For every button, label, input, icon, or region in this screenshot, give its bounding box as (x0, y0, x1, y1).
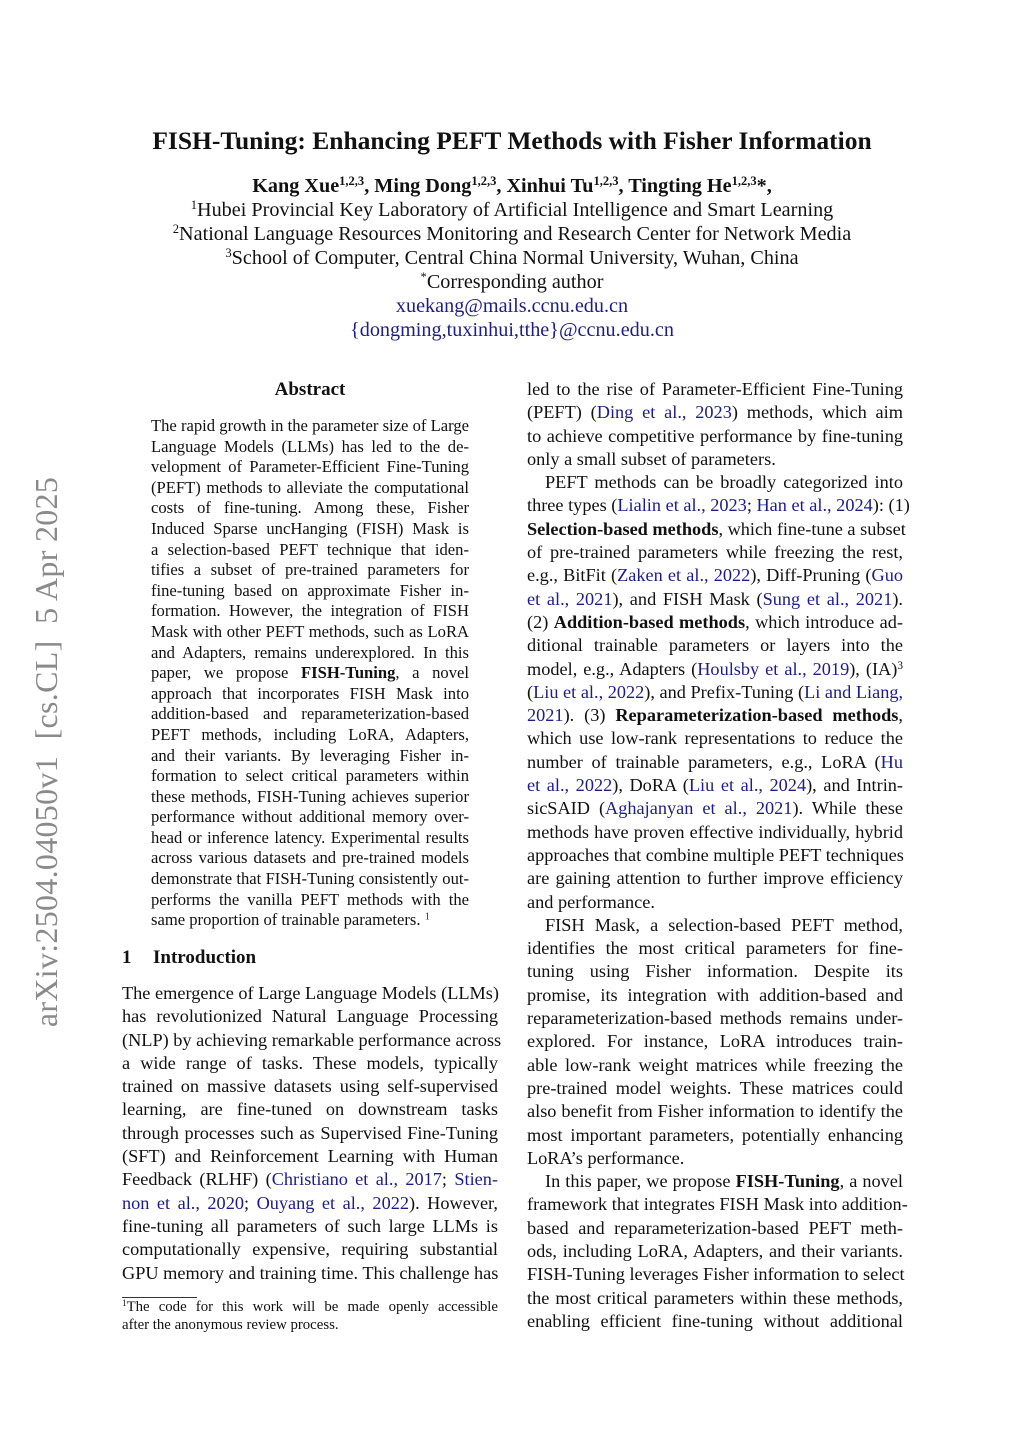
text-line (122, 1262, 498, 1285)
text: (2) (527, 611, 554, 632)
affiliation (0, 246, 1024, 270)
text: ) methods, which aim (731, 402, 903, 423)
text: addition-based and reparameterization-based (151, 704, 469, 724)
text-line (151, 828, 469, 849)
bold-term: Reparameterization-based methods (615, 705, 899, 726)
affiliation (0, 270, 1024, 294)
citation-link[interactable]: non et al., 2020 (122, 1192, 244, 1213)
text: ): (1) (872, 495, 910, 516)
citation-link[interactable]: Li and Liang, (804, 681, 904, 702)
text-line (122, 1215, 498, 1238)
text: ditional trainable parameters or layers into the (527, 635, 903, 656)
text: ( (527, 681, 534, 702)
text: (PEFT) ( (527, 402, 597, 423)
text-line (122, 1192, 498, 1215)
affiliation-mark: 1 (190, 198, 197, 213)
text: identifies the most critical parameters for fine- (527, 938, 903, 959)
text: and performance. (527, 891, 655, 912)
text-line (151, 437, 469, 458)
footnote-text: The code for this work will be made openly accessible (126, 1299, 498, 1315)
text: fine-tuning all parameters of such large LLMs is (122, 1215, 498, 1236)
text: head or inference latency. Experimental results (151, 827, 469, 847)
text-line (122, 982, 498, 1005)
text: has revolutionized Natural Language Processing (122, 1006, 498, 1027)
author-separator: , (496, 175, 507, 197)
text: ), and FISH Mask ( (612, 588, 763, 609)
citation-link[interactable]: Aghajanyan et al., 2021 (605, 798, 793, 819)
affiliation-text: National Language Resources Monitoring and Research Center for Network Media (179, 223, 852, 245)
text-line (527, 914, 903, 937)
citation-link[interactable]: et al., 2021 (527, 588, 613, 609)
text: number of trainable parameters, e.g., LoRA ( (527, 751, 881, 772)
text: costs of fine-tuning. Among these, Fisher (151, 498, 469, 518)
text-line (151, 807, 469, 828)
text-line (527, 541, 903, 564)
text-line (527, 867, 903, 890)
text-line (122, 1238, 498, 1261)
text-line (151, 581, 469, 602)
text-line (527, 751, 903, 774)
text-line (527, 1100, 903, 1123)
arxiv-identifier-sidebar[interactable]: arXiv:2504.04050v1 [cs.CL] 5 Apr 2025 (28, 476, 64, 1028)
text-line (527, 937, 903, 960)
citation-link[interactable]: et al., 2022 (527, 775, 613, 796)
text-line (122, 1029, 502, 1052)
author-name: Kang Xue (252, 175, 340, 197)
text: these methods, FISH-Tuning achieves superior (151, 786, 469, 806)
paragraph (527, 914, 903, 1170)
affiliation-mark: 1,2,3 (593, 174, 619, 189)
text: to achieve competitive performance by fine-tuning (527, 425, 903, 446)
bold-term: Addition-based methods (553, 611, 746, 632)
text-line (151, 746, 469, 767)
affiliation-text: School of Computer, Central China Normal University, Wuhan, China (231, 247, 799, 269)
author-block (0, 174, 1024, 342)
text: velopment of Parameter-Efficient Fine-Tuning (151, 457, 469, 477)
text-line (527, 681, 903, 704)
text-line (527, 797, 903, 820)
text-line (527, 1287, 903, 1310)
text-line (527, 1077, 903, 1100)
text-line (527, 378, 903, 401)
citation-link[interactable]: Sung et al., 2021 (762, 588, 893, 609)
text: ). While these (792, 798, 903, 819)
text: ; (441, 1169, 455, 1190)
affiliation-mark: 1,2,3 (339, 174, 365, 189)
text: ), and Prefix-Tuning ( (644, 681, 805, 702)
text-line (151, 704, 469, 725)
citation-link[interactable]: Liu et al., 2022 (533, 681, 645, 702)
affiliation-text: Hubei Provincial Key Laboratory of Artificial Intelligence and Smart Learning (197, 199, 834, 221)
citation-link[interactable]: Stien- (454, 1169, 498, 1190)
text: demonstrate that FISH-Tuning consistently out- (151, 869, 469, 889)
text-line (527, 704, 903, 727)
text-line (527, 494, 910, 517)
email-link[interactable]: {dongming,tuxinhui,tthe}@ccnu.edu.cn (350, 319, 674, 341)
text: ods, including LoRA, Adapters, and their variants. (527, 1240, 903, 1261)
footnote-line (122, 1298, 498, 1316)
affiliation (0, 222, 1024, 246)
text-line (527, 821, 903, 844)
text-line (527, 471, 903, 494)
text: Mask with other PEFT methods, such as LoRA (151, 621, 469, 641)
text: (PEFT) methods to alleviate the computational (151, 477, 469, 497)
text: pre-trained model weights. These matrices could (527, 1077, 903, 1098)
text-line (122, 1098, 498, 1121)
section-heading-introduction (122, 946, 256, 970)
author-separator: , (618, 175, 629, 197)
text: same proportion of trainable parameters. (151, 910, 425, 930)
text: ). However, (409, 1192, 498, 1213)
text-line (151, 498, 469, 519)
abstract-heading: Abstract (274, 379, 346, 400)
text: ), (IA) (849, 658, 898, 679)
text-line (151, 416, 469, 437)
text-line (527, 518, 906, 541)
text: ), Diff-Pruning ( (750, 565, 872, 586)
text: through processes such as Supervised Fine-Tuning (122, 1122, 498, 1143)
citation-link[interactable]: Houlsby et al., 2019 (697, 658, 850, 679)
text: , a novel (395, 663, 469, 683)
text-line (151, 684, 469, 705)
paragraph (122, 982, 502, 1285)
text-line (527, 1030, 903, 1053)
citation-link[interactable]: Lialin et al., 2023 (617, 495, 747, 516)
affiliation-mark: 1,2,3 (471, 174, 497, 189)
paper-title: FISH-Tuning: Enhancing PEFT Methods with Fisher Information (152, 126, 872, 155)
text: PEFT methods, including LoRA, Adapters, (151, 724, 469, 744)
text-line (151, 663, 469, 684)
text: , (898, 705, 903, 726)
text: model, e.g., Adapters ( (527, 658, 698, 679)
text: formation. However, the integration of FISH (151, 601, 469, 621)
text: promise, its integration with addition-based and (527, 984, 903, 1005)
text: ), DoRA ( (612, 775, 689, 796)
footnote-mark: 1 (122, 1297, 127, 1308)
text: the most critical parameters within these methods, (527, 1287, 903, 1308)
text-line (527, 844, 903, 867)
text: The rapid growth in the parameter size of Large (151, 416, 469, 435)
text: ), and Intrin- (806, 775, 904, 796)
footnote-link[interactable]: 1 (424, 911, 430, 923)
text-line (527, 1147, 903, 1170)
text-line (527, 448, 903, 471)
paragraph (527, 471, 910, 914)
text: computationally expensive, requiring substantial (122, 1239, 498, 1260)
text-line (151, 478, 469, 499)
text-line (527, 1054, 903, 1077)
text-line (122, 1005, 498, 1028)
text-line (527, 1240, 903, 1263)
text-line (527, 1217, 903, 1240)
text: also benefit from Fisher information to identify the (527, 1101, 903, 1122)
text: LoRA’s performance. (527, 1147, 685, 1168)
text: The emergence of Large Language Models (LLMs) (122, 983, 499, 1003)
citation-link[interactable]: Guo (871, 565, 903, 586)
text: performance without additional memory over- (151, 807, 469, 827)
affiliation-mark: 1,2,3 (731, 174, 757, 189)
text-line (151, 725, 469, 746)
text: framework that integrates FISH Mask into addition- (527, 1194, 908, 1215)
text-line (527, 891, 903, 914)
author-name: Xinhui Tu (506, 175, 594, 197)
text: across various datasets and pre-trained models (151, 848, 469, 868)
text-line (151, 643, 469, 664)
affiliation-mark: 2 (172, 222, 180, 237)
text: tuning using Fisher information. Despite its (527, 961, 903, 982)
text-line (151, 787, 469, 808)
paragraph (527, 1170, 908, 1333)
section-title: Introduction (153, 947, 257, 968)
text-line (151, 622, 469, 643)
text-line (122, 1052, 498, 1075)
citation-link[interactable]: Christiano et al., 2017 (271, 1169, 442, 1190)
text: FISH Mask, a selection-based PEFT method, (545, 914, 903, 935)
email-link[interactable]: xuekang@mails.ccnu.edu.cn (395, 295, 629, 317)
text-line (151, 848, 469, 869)
bold-term: FISH-Tuning (735, 1171, 840, 1192)
text: performs the vanilla PEFT methods with the (151, 889, 469, 909)
text-line (527, 1193, 908, 1216)
citation-link[interactable]: Ouyang et al., 2022 (256, 1192, 409, 1213)
footnote-line: after the anonymous review process. (122, 1317, 339, 1333)
text-line (527, 1263, 903, 1286)
text-line (151, 457, 469, 478)
text: ; (746, 495, 757, 516)
text: of pre-trained parameters while freezing the rest, (527, 542, 903, 563)
text: reparameterization-based methods remains under- (527, 1008, 903, 1029)
text: methods have proven effective individually, hybrid (527, 821, 903, 842)
bold-term: Selection-based methods (527, 518, 719, 539)
affiliation (0, 198, 1024, 222)
introduction-body-left (122, 982, 502, 1285)
text-line (151, 601, 469, 622)
text-line (151, 869, 469, 890)
text-line (527, 658, 903, 681)
text: ). (892, 588, 904, 609)
affiliation-mark: 3 (225, 246, 232, 261)
text-line (527, 1170, 903, 1193)
text-line (527, 1124, 903, 1147)
text: (SFT) and Reinforcement Learning with Human (122, 1146, 498, 1167)
text: most important parameters, potentially enhancing (527, 1124, 903, 1145)
text: Language Models (LLMs) has led to the de- (151, 436, 469, 456)
citation-link[interactable]: Hu (880, 751, 903, 772)
text-line (527, 564, 903, 587)
author-name: Tingting He (628, 175, 732, 197)
paragraph (527, 378, 903, 471)
text: approach that incorporates FISH Mask into (151, 683, 469, 703)
text: FISH-Tuning leverages Fisher information to select (527, 1264, 905, 1285)
text: In this paper, we propose (545, 1171, 736, 1192)
text-line (122, 1145, 498, 1168)
text: a selection-based PEFT technique that iden- (151, 539, 469, 559)
text: and Adapters, remains underexplored. In this (151, 642, 469, 662)
text: enabling efficient fine-tuning without additional (527, 1310, 903, 1331)
text: sicSAID ( (527, 798, 606, 819)
text: (NLP) by achieving remarkable performance across (122, 1029, 502, 1050)
text: Feedback (RLHF) ( (122, 1169, 272, 1190)
text-line (527, 401, 903, 424)
text: formation to select critical parameters within (151, 766, 469, 786)
text: PEFT methods can be broadly categorized into (545, 472, 903, 493)
text-line (527, 774, 903, 797)
text: explored. For instance, LoRA introduces train- (527, 1031, 903, 1052)
text: a wide range of tasks. These models, typically (122, 1052, 498, 1073)
section-number: 1 (122, 947, 132, 968)
footnote (122, 1298, 498, 1334)
text-line (527, 960, 903, 983)
text-line (527, 727, 903, 750)
text-line (527, 634, 903, 657)
author-name: Ming Dong (374, 175, 472, 197)
text-line (151, 560, 469, 581)
text-line (151, 519, 469, 540)
text: paper, we propose (151, 663, 302, 683)
text: trained on massive datasets using self-supervised (122, 1076, 498, 1097)
text-line (151, 910, 469, 931)
affiliation-mark: * (420, 270, 427, 285)
abstract-body (151, 416, 469, 931)
text: based and reparameterization-based PEFT meth- (527, 1217, 903, 1238)
superscript: 3 (897, 659, 903, 672)
citation-link[interactable]: Ding et al., 2023 (596, 402, 732, 423)
text: which use low-rank representations to reduce the (527, 728, 903, 749)
text: ). (3) (563, 705, 616, 726)
text-line (527, 611, 903, 634)
citation-link[interactable]: Liu et al., 2024 (688, 775, 807, 796)
text: only a small subset of parameters. (527, 448, 776, 469)
text-line (527, 1310, 903, 1333)
text-line (527, 1007, 903, 1030)
paragraph (151, 416, 469, 931)
text-line (527, 984, 903, 1007)
text-line (527, 588, 903, 611)
text: tifies a subset of pre-trained parameters for (151, 560, 469, 580)
text: three types ( (527, 495, 618, 516)
citation-link[interactable]: Zaken et al., 2022 (617, 565, 751, 586)
author-list (0, 174, 1024, 198)
text-line (122, 1168, 498, 1191)
affiliation-text: Corresponding author (426, 271, 604, 293)
text: and their variants. By leveraging Fisher in- (151, 745, 469, 765)
introduction-body-right (527, 378, 910, 1333)
author-separator: *, (756, 175, 772, 197)
text: Induced Sparse uncHanging (FISH) Mask is (151, 518, 469, 538)
text: are gaining attention to further improve efficiency (527, 868, 903, 889)
citation-link[interactable]: 2021 (527, 705, 564, 726)
bold-term: FISH-Tuning (301, 663, 396, 683)
text: able low-rank weight matrices while freezing the (527, 1054, 903, 1075)
text: led to the rise of Parameter-Efficient Fine-Tuning (527, 379, 903, 399)
text-line (151, 766, 469, 787)
text-line (122, 1122, 498, 1145)
text: fine-tuning based on approximate Fisher in- (151, 580, 469, 600)
text-line (151, 540, 469, 561)
text: , which fine-tune a subset (718, 518, 906, 539)
author-separator: , (364, 175, 375, 197)
text: GPU memory and training time. This challenge has (122, 1262, 499, 1283)
affiliation-list (0, 198, 1024, 294)
text-line (527, 425, 903, 448)
text: ; (243, 1192, 257, 1213)
text: e.g., BitFit ( (527, 565, 618, 586)
text: , a novel (839, 1171, 903, 1192)
text: approaches that combine multiple PEFT techniques (527, 844, 904, 865)
text-line (122, 1075, 498, 1098)
text-line (151, 890, 469, 911)
text: , which introduce ad- (745, 611, 903, 632)
text: learning, are fine-tuned on downstream tasks (122, 1099, 498, 1120)
citation-link[interactable]: Han et al., 2024 (756, 495, 873, 516)
